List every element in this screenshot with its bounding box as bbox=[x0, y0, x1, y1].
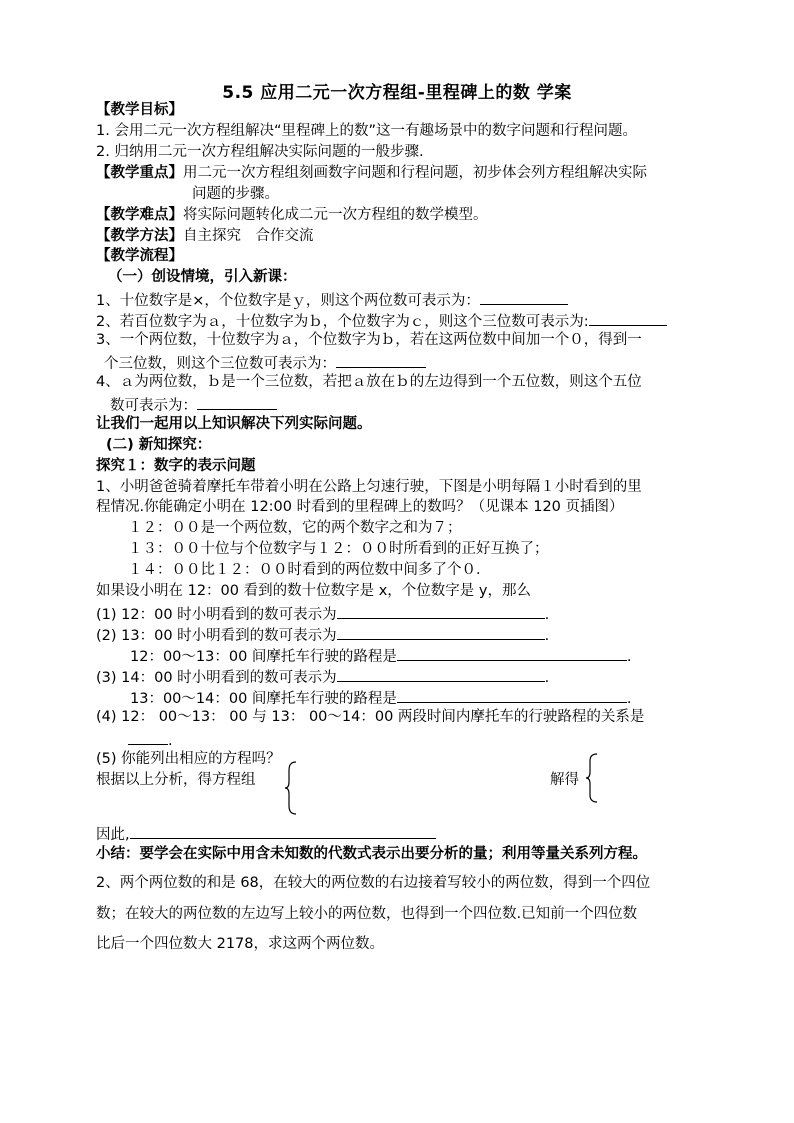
step-2b-text: 12：00～13：00 间摩托车行驶的路程是 bbox=[130, 649, 397, 665]
difficulty bbox=[96, 206, 488, 224]
difficulty-label: 【教学难点】 bbox=[96, 207, 183, 223]
objective-2: 2. 归纳用二元一次方程组解决实际问题的一般步骤. bbox=[96, 144, 424, 160]
period: . bbox=[168, 733, 173, 749]
method bbox=[96, 227, 314, 245]
method-label: 【教学方法】 bbox=[96, 228, 183, 244]
step-2 bbox=[96, 624, 549, 645]
step-3-text: (3) 14：00 时小明看到的数可表示为 bbox=[96, 670, 337, 686]
section1-conclusion: 让我们一起用以上知识解决下列实际问题。 bbox=[96, 416, 372, 432]
period: . bbox=[626, 649, 632, 665]
problem-1-cont: 程情况.你能确定小明在 12:00 时看到的里程碑上的数吗？（见课本 120 页插图） bbox=[96, 499, 624, 515]
key-points-text-cont: 问题的步骤。 bbox=[192, 186, 279, 202]
question-3: 3、一个两位数，十位数字为ａ，个位数字为ｂ，若在这两位数中间加一个０，得到一 bbox=[96, 332, 642, 348]
problem-2-end: 比后一个四位数大 2178，求这两个两位数。 bbox=[96, 936, 385, 952]
step-4: (4) 12： 00～13： 00 与 13： 00～14：00 两段时间内摩托车的行驶路程的关系是 bbox=[96, 709, 645, 725]
flow-header: 【教学流程】 bbox=[96, 248, 183, 264]
answer-blank[interactable] bbox=[589, 310, 667, 326]
question-3-cont bbox=[104, 352, 426, 373]
question-4-cont-text: 数可表示为： bbox=[110, 398, 197, 414]
left-brace-icon bbox=[284, 760, 298, 816]
period: . bbox=[626, 691, 632, 707]
period: . bbox=[544, 628, 550, 644]
observation-3: １４：００比１２：００时看到的两位数中间多了个０． bbox=[128, 562, 491, 578]
question-4: 4、ａ为两位数，ｂ是一个三位数，若把ａ放在ｂ的左边得到一个五位数，则这个五位 bbox=[96, 374, 642, 390]
key-points bbox=[96, 164, 647, 182]
question-4-cont bbox=[110, 394, 277, 415]
step-3b-text: 13：00～14：00 间摩托车行驶的路程是 bbox=[130, 691, 397, 707]
step-5: (5) 你能列出相应的方程吗？ bbox=[96, 751, 281, 767]
page-title: 5.5 应用二元一次方程组-里程碑上的数 学案 bbox=[222, 83, 572, 103]
problem-1: 1、小明爸爸骑着摩托车带着小明在公路上匀速行驶，下图是小明每隔１小时看到的里 bbox=[96, 479, 642, 495]
answer-blank[interactable] bbox=[397, 645, 627, 661]
observation-2: １３：００十位与个位数字与１２：００时所看到的正好互换了； bbox=[128, 541, 549, 557]
objectives-header: 【教学目标】 bbox=[96, 102, 183, 118]
answer-blank[interactable] bbox=[130, 823, 436, 839]
step-2b bbox=[130, 645, 632, 666]
question-2 bbox=[96, 310, 667, 331]
left-brace-icon bbox=[585, 752, 599, 804]
key-points-text: 用二元一次方程组刻画数字问题和行程问题，初步体会列方程组解决实际 bbox=[183, 165, 647, 181]
problem-2-cont: 数；在较大的两位数的左边写上较小的两位数，也得到一个四位数.已知前一个四位数 bbox=[96, 906, 638, 922]
question-1 bbox=[96, 289, 568, 310]
observation-1: １２：００是一个两位数，它的两个数字之和为７； bbox=[128, 520, 462, 536]
summary: 小结：要学会在实际中用含未知数的代数式表示出要分析的量；利用等量关系列方程。 bbox=[96, 846, 647, 862]
step-1 bbox=[96, 603, 549, 624]
method-text: 自主探究 合作交流 bbox=[183, 228, 314, 244]
question-3-cont-text: 个三位数，则这个三位数可表示为： bbox=[104, 356, 336, 372]
objective-1: 1. 会用二元一次方程组解决“里程碑上的数”这一有趣场景中的数字问题和行程问题。 bbox=[96, 123, 637, 139]
problem-2: 2、两个两位数的和是 68，在较大的两位数的右边接着写较小的两位数，得到一个四位 bbox=[96, 875, 651, 891]
question-2-text: 2、若百位数字为ａ，十位数字为ｂ，个位数字为ｃ，则这个三位数可表示为: bbox=[96, 314, 589, 330]
step-3 bbox=[96, 666, 549, 687]
answer-blank[interactable] bbox=[337, 666, 545, 682]
answer-blank[interactable] bbox=[128, 729, 168, 745]
period: . bbox=[544, 670, 550, 686]
key-points-label: 【教学重点】 bbox=[96, 165, 183, 181]
section1-heading: （一）创设情境，引入新课： bbox=[108, 269, 297, 285]
therefore bbox=[96, 823, 436, 844]
explore1-title: 探究１：数字的表示问题 bbox=[96, 458, 256, 474]
answer-blank[interactable] bbox=[197, 394, 277, 410]
solve-label: 解得 bbox=[550, 772, 579, 788]
therefore-text: 因此, bbox=[96, 827, 130, 843]
system-label: 根据以上分析，得方程组 bbox=[96, 772, 256, 788]
period: . bbox=[544, 607, 550, 623]
step-2-text: (2) 13：00 时小明看到的数可表示为 bbox=[96, 628, 337, 644]
step-3b bbox=[130, 687, 632, 708]
step-4-cont bbox=[128, 729, 173, 750]
answer-blank[interactable] bbox=[337, 603, 545, 619]
step-1-text: (1) 12：00 时小明看到的数可表示为 bbox=[96, 607, 337, 623]
section2-heading: (二) 新知探究： bbox=[106, 437, 212, 453]
difficulty-text: 将实际问题转化成二元一次方程组的数学模型。 bbox=[183, 207, 488, 223]
answer-blank[interactable] bbox=[336, 352, 426, 368]
answer-blank[interactable] bbox=[397, 687, 627, 703]
answer-blank[interactable] bbox=[337, 624, 545, 640]
answer-blank[interactable] bbox=[480, 289, 568, 305]
question-1-text: 1、十位数字是×，个位数字是ｙ，则这个两位数可表示为： bbox=[96, 293, 480, 309]
assumption: 如果设小明在 12：00 看到的数十位数字是 x，个位数字是 y，那么 bbox=[96, 583, 531, 599]
